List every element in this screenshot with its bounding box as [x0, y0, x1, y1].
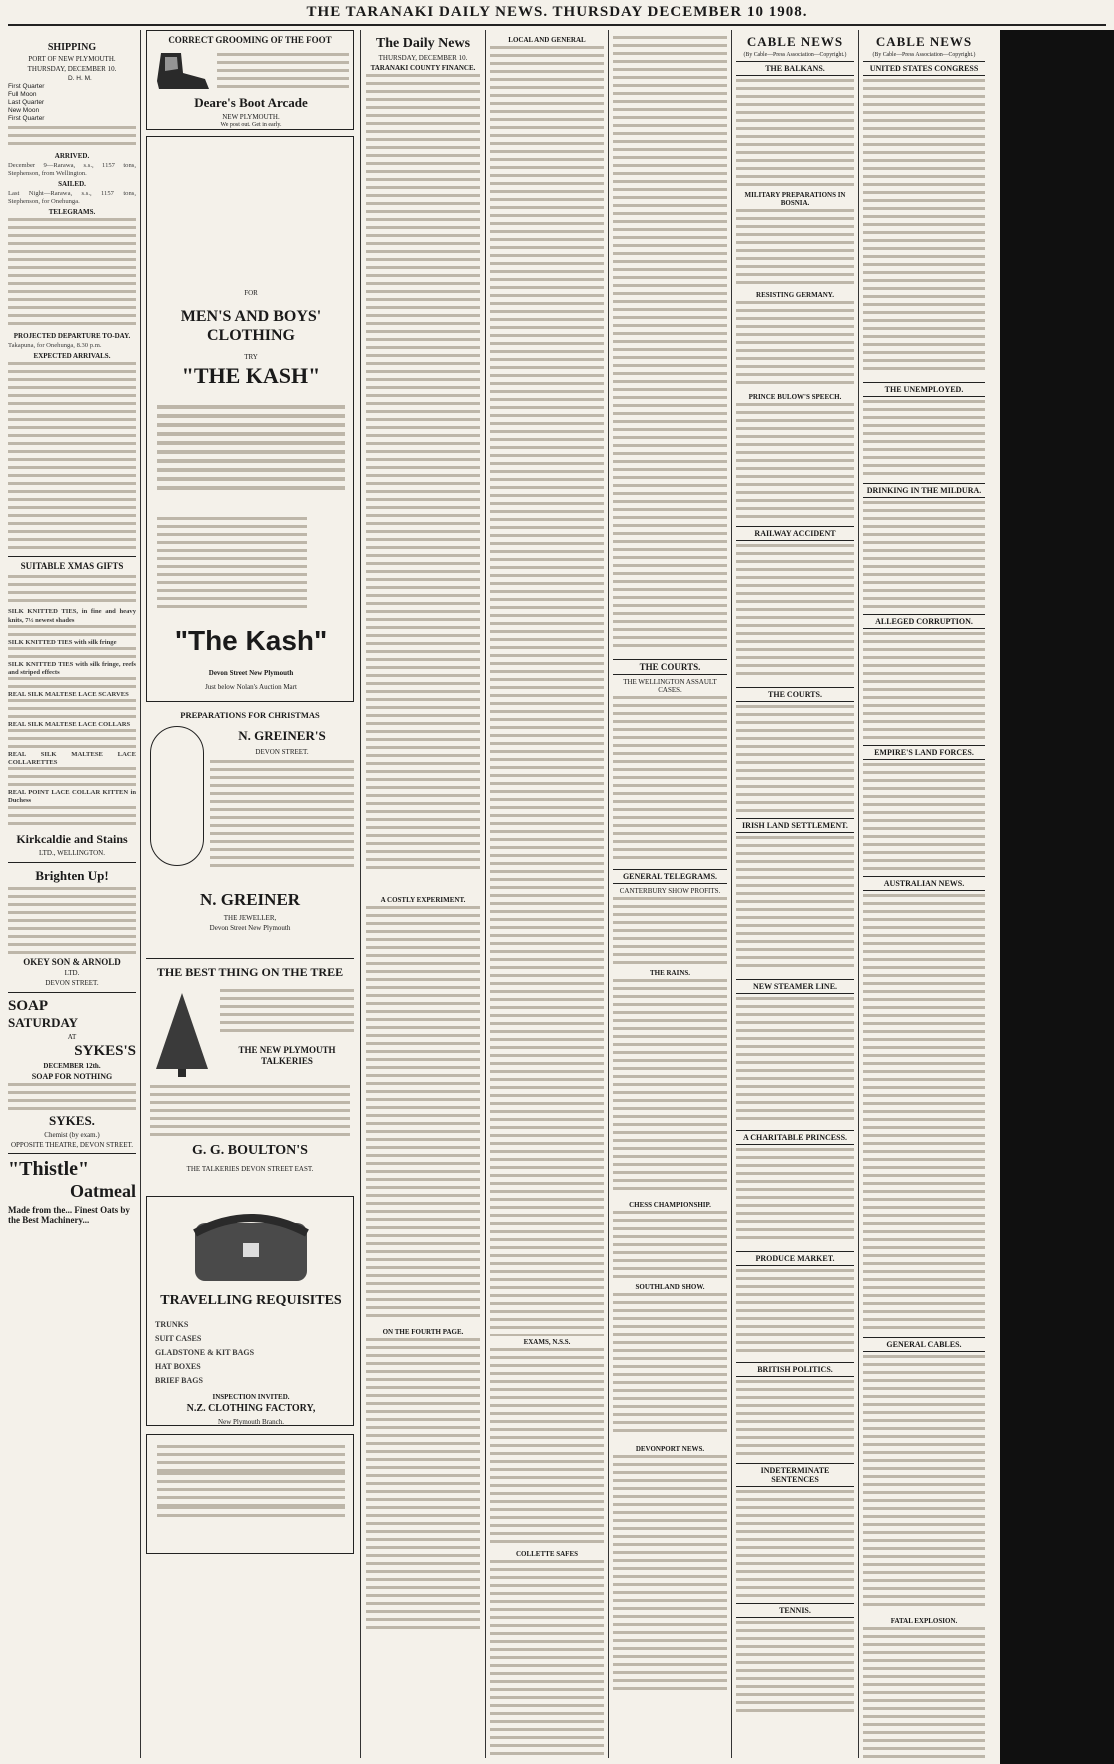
moon-1: Full Moon — [8, 91, 37, 98]
greiner-street: DEVON STREET. — [255, 748, 309, 756]
deare-title: CORRECT GROOMING OF THE FOOT — [168, 35, 332, 45]
travelling-ad — [146, 1196, 354, 1426]
greiner-sub: THE JEWELLER, — [223, 914, 277, 922]
boulton-street: THE TALKERIES DEVON STREET EAST. — [186, 1165, 314, 1173]
show-profits-heading: CANTERBURY SHOW PROFITS. — [619, 887, 721, 895]
costly-heading: A COSTLY EXPERIMENT. — [380, 896, 466, 904]
railway-heading: RAILWAY ACCIDENT — [736, 526, 854, 541]
steamer-heading: NEW STEAMER LINE. — [736, 979, 854, 994]
masthead-rule — [8, 24, 1106, 26]
text-block — [736, 705, 854, 815]
tree-ad — [146, 958, 354, 1188]
text-block — [736, 1490, 854, 1600]
telegrams-heading: GENERAL TELEGRAMS. — [613, 869, 727, 884]
talkeries-name: THE NEW PLYMOUTH TALKERIES — [238, 1045, 336, 1066]
bulow-heading: PRINCE BULOW'S SPEECH. — [748, 393, 842, 401]
xmas-item: REAL POINT LACE COLLAR KITTEN in Duchess — [8, 789, 136, 805]
cable-news-sub-2: (By Cable—Press Association—Copyright.) — [872, 52, 976, 58]
column-divider — [360, 30, 361, 1758]
text-block — [736, 209, 854, 289]
text-block — [8, 126, 136, 150]
mildura-heading: DRINKING IN THE MILDURA. — [863, 483, 985, 498]
column-divider — [140, 30, 141, 1758]
kash-address: Devon Street New Plymouth — [208, 669, 294, 677]
kash-for: FOR — [244, 289, 258, 297]
xmas-item: REAL SILK MALTESE LACE COLLARETTES — [8, 751, 136, 767]
moon-2: Last Quarter — [8, 99, 45, 106]
explosion-heading: FATAL EXPLOSION. — [890, 1617, 958, 1625]
okey-ltd: LTD. — [64, 968, 80, 977]
sykes-name: SYKES. — [49, 1112, 95, 1128]
xmas-item: SILK KNITTED TIES, in fine and heavy knits, 7½ newest shades — [8, 608, 136, 624]
kash-name: "THE KASH" — [181, 363, 321, 388]
text-block — [613, 696, 727, 866]
soap-date: DECEMBER 12th. — [43, 1061, 101, 1070]
text-block — [863, 501, 985, 611]
sailed-heading: SAILED. — [58, 180, 86, 189]
projected-heading: PROJECTED DEPARTURE TO-DAY. — [13, 332, 131, 341]
text-block — [366, 906, 480, 1326]
kash-address-2: Just below Nolan's Auction Mart — [205, 683, 297, 691]
irish-heading: IRISH LAND SETTLEMENT. — [736, 818, 854, 833]
ornament-illustration — [150, 726, 204, 866]
xmas-item: REAL SILK MALTESE LACE SCARVES — [8, 690, 129, 698]
scan-edge — [1000, 30, 1114, 1764]
greiner-name-large: N. GREINER — [199, 890, 301, 909]
text-block — [8, 575, 136, 605]
text-block — [220, 989, 354, 1039]
local-general-title: LOCAL AND GENERAL — [508, 36, 586, 44]
text-block — [8, 699, 136, 721]
deare-ad — [146, 30, 354, 130]
collette-heading: COLLETTE SAFES — [515, 1550, 579, 1558]
text-block — [8, 1083, 136, 1113]
southland-heading: SOUTHLAND SHOW. — [635, 1283, 705, 1291]
congress-heading: UNITED STATES CONGRESS — [863, 61, 985, 76]
text-block — [863, 632, 985, 742]
greiner-title: PREPARATIONS FOR CHRISTMAS — [180, 710, 320, 720]
text-block — [863, 79, 985, 379]
shipping-date: THURSDAY, DECEMBER 10. — [27, 65, 117, 73]
arrived-text: December 9—Rarawa, s.s., 1157 tons, Stephenson, from Wellington. — [8, 162, 136, 178]
text-block — [863, 894, 985, 1334]
text-block — [8, 806, 136, 828]
germany-heading: RESISTING GERMANY. — [756, 291, 834, 299]
text-block — [613, 897, 727, 967]
column-1 — [8, 30, 136, 1758]
xmas-item: SILK KNITTED TIES with silk fringe, reefs and striped effects — [8, 660, 136, 676]
telegrams-heading: TELEGRAMS. — [48, 208, 96, 217]
chess-heading: CHESS CHAMPIONSHIP. — [629, 1201, 711, 1209]
travel-inspection: INSPECTION INVITED. — [212, 1393, 290, 1401]
text-block — [863, 763, 985, 873]
text-block — [210, 760, 354, 872]
corruption-heading: ALLEGED CORRUPTION. — [863, 614, 985, 629]
greiner-ad — [146, 710, 354, 946]
kirkcaldie-sub: LTD., WELLINGTON. — [39, 848, 105, 857]
okey-street: DEVON STREET. — [45, 978, 99, 987]
travel-item: GLADSTONE & KIT BAGS — [155, 1348, 255, 1357]
text-block — [736, 997, 854, 1127]
text-block — [613, 1455, 727, 1695]
greiner-name: N. GREINER'S — [238, 728, 326, 743]
fourth-page-heading: ON THE FOURTH PAGE. — [382, 1328, 464, 1336]
text-block — [8, 887, 136, 957]
boot-icon — [153, 49, 211, 93]
editorial-date: THURSDAY, DECEMBER 10. — [378, 54, 468, 62]
travel-loc: New Plymouth Branch. — [218, 1418, 284, 1426]
moon-3: New Moon — [8, 107, 40, 114]
xmas-title: SUITABLE XMAS GIFTS — [20, 561, 124, 572]
text-block — [736, 1269, 854, 1359]
cable-news-title-2: CABLE NEWS — [875, 34, 973, 49]
text-block — [8, 625, 136, 639]
text-block — [736, 403, 854, 523]
moon-header: D. H. M. — [68, 75, 92, 82]
kash-ad — [146, 136, 354, 702]
text-block — [217, 53, 349, 91]
masthead: THE TARANAKI DAILY NEWS. THURSDAY DECEMBER 10 1908. — [306, 4, 808, 20]
oatmeal-tagline: Made from the... Finest Oats by the Best Machinery... — [8, 1204, 130, 1225]
devonport-heading: DEVONPORT NEWS. — [635, 1445, 705, 1453]
travel-item: TRUNKS — [155, 1320, 189, 1329]
expected-heading: EXPECTED ARRIVALS. — [33, 352, 111, 361]
general-cables-heading: GENERAL CABLES. — [863, 1337, 985, 1352]
text-block — [8, 729, 136, 751]
text-block — [490, 1560, 604, 1758]
travel-item: SUIT CASES — [155, 1334, 202, 1343]
boulton-name: G. G. BOULTON'S — [192, 1143, 308, 1158]
text-block — [863, 1627, 985, 1758]
editorial-heading: TARANAKI COUNTY FINANCE. — [370, 64, 476, 72]
sykes-sub: Chemist (by exam.) — [44, 1130, 100, 1139]
soap-title: SOAP — [8, 997, 49, 1014]
moon-4: First Quarter — [8, 115, 45, 122]
text-block — [863, 1355, 985, 1615]
princess-heading: A CHARITABLE PRINCESS. — [736, 1130, 854, 1145]
tree-title: THE BEST THING ON THE TREE — [156, 965, 344, 979]
arrived-heading: ARRIVED. — [54, 152, 90, 160]
column-4 — [490, 30, 604, 1758]
kash-title: MEN'S AND BOYS' CLOTHING — [180, 308, 322, 344]
travel-item: HAT BOXES — [155, 1362, 201, 1371]
text-block — [8, 362, 136, 552]
soap-at: AT — [67, 1032, 77, 1041]
harness-ad — [146, 1434, 354, 1554]
editorial-title: The Daily News — [375, 36, 471, 51]
politics-heading: BRITISH POLITICS. — [736, 1362, 854, 1377]
moon-0: First Quarter — [8, 83, 45, 90]
courts-sub: THE WELLINGTON ASSAULT CASES. — [623, 678, 717, 694]
text-block — [157, 1445, 345, 1545]
text-block — [736, 1621, 854, 1721]
text-block — [8, 647, 136, 661]
column-divider — [608, 30, 609, 1758]
text-block — [863, 400, 985, 480]
cable-news-title: CABLE NEWS — [746, 34, 844, 49]
column-divider — [731, 30, 732, 1758]
col6-courts-heading: THE COURTS. — [736, 687, 854, 702]
travel-company: N.Z. CLOTHING FACTORY, — [186, 1403, 316, 1414]
christmas-tree-icon — [150, 989, 214, 1079]
column-5 — [613, 30, 727, 1758]
soap-saturday: SATURDAY — [8, 1014, 79, 1030]
rains-heading: THE RAINS. — [649, 969, 691, 977]
deare-foot: We post out. Get in early. — [220, 122, 282, 128]
column-7 — [863, 30, 985, 1758]
text-block — [8, 677, 136, 691]
text-block — [366, 74, 480, 894]
travelling-title: TRAVELLING REQUISITES — [160, 1293, 342, 1308]
cable-news-sub: (By Cable—Press Association—Copyright.) — [743, 52, 847, 58]
sailed-text: Last Night—Rarawa, s.s., 1157 tons, Stephenson, for Onehunga. — [8, 190, 136, 206]
text-block — [613, 979, 727, 1199]
text-block — [736, 1148, 854, 1248]
shipping-title: SHIPPING — [47, 42, 97, 53]
text-block — [157, 517, 307, 613]
text-block — [490, 1348, 604, 1548]
text-block — [8, 767, 136, 789]
text-block — [613, 1211, 727, 1281]
unemployed-heading: THE UNEMPLOYED. — [863, 382, 985, 397]
greiner-loc: Devon Street New Plymouth — [209, 924, 291, 932]
port-heading: PORT OF NEW PLYMOUTH. — [28, 55, 116, 63]
text-block — [736, 836, 854, 976]
exams-heading: EXAMS, N.S.S. — [523, 1338, 571, 1346]
bosnia-heading: MILITARY PREPARATIONS IN BOSNIA. — [744, 191, 846, 207]
australian-heading: AUSTRALIAN NEWS. — [863, 876, 985, 891]
xmas-item: SILK KNITTED TIES with silk fringe — [8, 638, 117, 646]
text-block — [736, 1380, 854, 1460]
trunk-illustration — [187, 1203, 315, 1285]
brighten-title: Brighten Up! — [35, 867, 109, 883]
text-block — [736, 544, 854, 684]
text-block — [8, 218, 136, 330]
deare-loc: NEW PLYMOUTH. — [222, 113, 280, 121]
deare-shop: Deare's Boot Arcade — [194, 95, 308, 110]
kash-try: TRY — [244, 353, 258, 361]
text-block — [366, 1338, 480, 1638]
kash-name-large: "The Kash" — [174, 625, 328, 656]
oatmeal-title: Oatmeal — [70, 1180, 136, 1201]
projected-text: Takapuna, for Onehunga, 8.30 p.m. — [8, 342, 102, 350]
text-block — [613, 1293, 727, 1443]
text-block — [490, 46, 604, 1336]
balkans-heading: THE BALKANS. — [736, 61, 854, 76]
soap-nothing: SOAP FOR NOTHING — [31, 1071, 113, 1081]
thistle-title: "Thistle" — [8, 1157, 90, 1180]
travel-item: BRIEF BAGS — [155, 1376, 203, 1385]
sykes-addr: OPPOSITE THEATRE, DEVON STREET. — [10, 1140, 134, 1149]
soap-sykes: SYKES'S — [74, 1042, 136, 1059]
land-forces-heading: EMPIRE'S LAND FORCES. — [863, 745, 985, 760]
column-6 — [736, 30, 854, 1758]
text-block — [157, 405, 345, 505]
kirkcaldie-name: Kirkcaldie and Stains — [16, 831, 128, 846]
tennis-heading: TENNIS. — [736, 1603, 854, 1618]
text-block — [150, 1085, 350, 1137]
column-3 — [366, 30, 480, 1758]
column-divider — [485, 30, 486, 1758]
produce-heading: PRODUCE MARKET. — [736, 1251, 854, 1266]
sentences-heading: INDETERMINATE SENTENCES — [736, 1463, 854, 1487]
column-2-ads — [146, 30, 354, 1758]
okey-name: OKEY SON & ARNOLD — [23, 956, 121, 967]
text-block — [736, 301, 854, 391]
xmas-item: REAL SILK MALTESE LACE COLLARS — [8, 721, 131, 729]
courts-heading: THE COURTS. — [613, 659, 727, 675]
text-block — [613, 36, 727, 656]
text-block — [736, 79, 854, 189]
column-divider — [858, 30, 859, 1758]
